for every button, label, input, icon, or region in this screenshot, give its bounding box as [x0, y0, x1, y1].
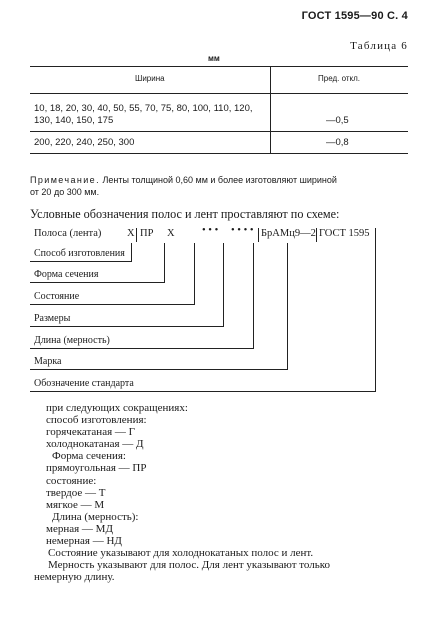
abbrev-shape-title: Форма сечения: [52, 450, 126, 462]
scheme-label-length: Длина (мерность) [34, 335, 110, 346]
column-header-width: Ширина [135, 74, 165, 83]
leader-brand [30, 369, 288, 370]
scheme-label-size: Размеры [34, 313, 71, 324]
scheme-label-shape: Форма сечения [34, 269, 99, 280]
drop-standard [375, 228, 376, 392]
drop-brand [287, 243, 288, 370]
table-top-rule [30, 66, 408, 67]
abbrev-hot: горячекатаная — Г [46, 426, 135, 438]
note-line2: от 20 до 300 мм. [30, 187, 100, 197]
abbrev-hard: твердое — Т [46, 487, 106, 499]
abbrev-measured: мерная — МД [46, 523, 113, 535]
table-caption: Таблица 6 [350, 40, 408, 52]
drop-shape [164, 243, 165, 283]
scheme-product: Полоса (лента) [34, 228, 102, 239]
scheme-x1: Х [127, 228, 135, 239]
scheme-separator [258, 228, 259, 242]
table-row-rule [30, 131, 408, 132]
drop-method [131, 243, 132, 262]
note-line1: Ленты толщиной 0,60 мм и более изготовляют шириной [102, 175, 337, 185]
leader-method [30, 261, 132, 262]
table-row-1-width-line1: 10, 18, 20, 30, 40, 50, 55, 70, 75, 80, 100, 110, 120, [34, 103, 253, 114]
scheme-intro: Условные обозначения полос и лент проставляют по схеме: [30, 207, 340, 221]
table-column-divider [270, 66, 271, 154]
abbrev-state-title: состояние: [46, 475, 97, 487]
abbrev-rect: прямоугольная — ПР [46, 462, 147, 474]
table-header-rule [30, 93, 408, 94]
length-paragraph-line1: Мерность указывают для полос. Для лент указывают только [48, 559, 331, 571]
scheme-brand: БрАМц9—2 [261, 228, 316, 239]
note-label: Примечание. [30, 175, 100, 185]
scheme-label-brand: Марка [34, 356, 62, 367]
table-note [30, 174, 337, 198]
table-row-1-tolerance: —0,5 [326, 115, 349, 126]
state-paragraph: Состояние указывают для холоднокатаных полос и лент. [48, 547, 314, 559]
abbrev-intro: при следующих сокращениях: [46, 402, 188, 414]
leader-state [30, 304, 195, 305]
drop-length [253, 243, 254, 349]
length-paragraph-line2: немерную длину. [34, 571, 115, 583]
drop-state [194, 243, 195, 305]
table-row-1-width-line2: 130, 140, 150, 175 [34, 115, 114, 126]
drop-size [223, 243, 224, 327]
scheme-label-standard: Обозначение стандарта [34, 378, 134, 389]
leader-length [30, 348, 254, 349]
scheme-label-method: Способ изготовления [34, 248, 125, 259]
scheme-label-state: Состояние [34, 291, 80, 302]
scheme-separator [316, 228, 317, 242]
scheme-x2: Х [167, 228, 175, 239]
table-row-2-width: 200, 220, 240, 250, 300 [34, 137, 135, 148]
table-units: мм [208, 54, 220, 63]
scheme-separator [136, 228, 137, 242]
abbrev-soft: мягкое — М [46, 499, 105, 511]
table-row-2-tolerance: —0,8 [326, 137, 349, 148]
abbrev-cold: холоднокатаная — Д [46, 438, 144, 450]
table-bottom-rule [30, 153, 408, 154]
leader-standard [30, 391, 376, 392]
scheme-pr: ПР [140, 228, 154, 239]
abbrev-method-title: способ изготовления: [46, 414, 147, 426]
abbrev-unmeasured: немерная — НД [46, 535, 122, 547]
abbrev-length-title: Длина (мерность): [52, 511, 139, 523]
leader-size [30, 326, 224, 327]
leader-shape [30, 282, 165, 283]
page-header: ГОСТ 1595—90 С. 4 [301, 10, 408, 22]
column-header-tolerance: Пред. откл. [318, 74, 361, 83]
scheme-dots-size: • • • [202, 225, 219, 236]
scheme-dots-length: • • • • [231, 225, 254, 236]
scheme-standard: ГОСТ 1595 [319, 228, 370, 239]
